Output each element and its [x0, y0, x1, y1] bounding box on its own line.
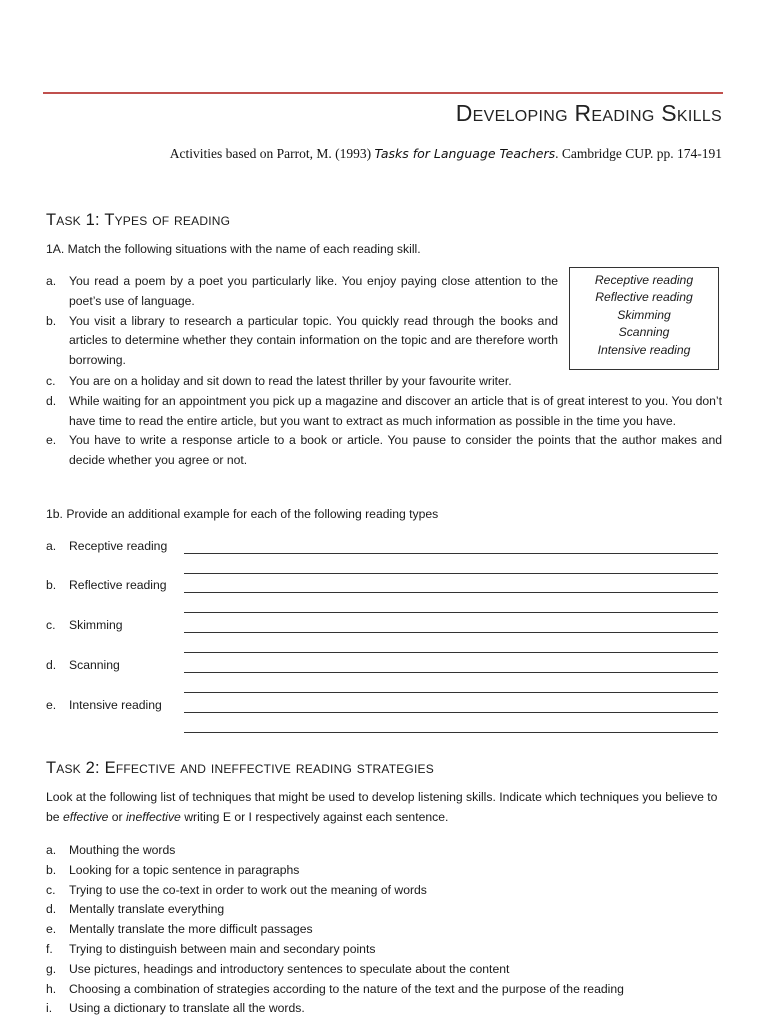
example-row-reflective [46, 578, 722, 618]
citation-book-title: Tasks for Language Teachers [374, 146, 556, 161]
task1-instruction-1a: 1A. Match the following situations with the name of each reading skill. [46, 242, 421, 256]
list-item [46, 841, 722, 861]
citation-prefix: Activities based on Parrot, M. (1993) [169, 146, 375, 161]
item-label: h. [46, 981, 57, 996]
example-label: c. [46, 618, 56, 632]
item-label: a. [46, 843, 57, 857]
list-item [46, 900, 722, 920]
intro-text-end: writing E or I respectively against each sentence. [180, 809, 449, 824]
example-name: Scanning [69, 658, 120, 672]
answer-line[interactable] [184, 692, 718, 693]
reading-skills-box [569, 267, 719, 370]
item-label: i. [46, 1001, 53, 1016]
example-name: Intensive reading [69, 698, 162, 712]
answer-line[interactable] [184, 612, 718, 613]
item-text: Mouthing the words [69, 843, 176, 857]
strategies-list [46, 841, 722, 1019]
list-item [46, 940, 722, 960]
example-label: b. [46, 578, 57, 592]
answer-line[interactable] [184, 553, 718, 554]
example-label: e. [46, 698, 57, 712]
example-label: a. [46, 539, 57, 553]
item-text: Using a dictionary to translate all the words. [69, 1001, 305, 1016]
item-text: While waiting for an appointment you pick up a magazine and discover an article that is of great interest to you. You don’t have time to read the entire article, but you want to extract as much information as possible in the time you have. [69, 393, 722, 428]
skill-option: Skimming [617, 307, 671, 322]
item-label: g. [46, 961, 57, 976]
item-label: b. [46, 313, 57, 328]
citation [170, 146, 722, 162]
item-text: You are on a holiday and sit down to read the latest thriller by your favourite writer. [69, 374, 512, 388]
answer-line[interactable] [184, 672, 718, 673]
header-rule [43, 92, 723, 94]
skill-option: Intensive reading [597, 342, 691, 357]
item-text: You read a poem by a poet you particularly like. You enjoy paying close attention to the poet’s use of language. [69, 274, 558, 308]
item-label: a. [46, 274, 57, 288]
item-text: Trying to distinguish between main and secondary points [69, 941, 376, 956]
answer-line[interactable] [184, 652, 718, 653]
list-item [46, 960, 722, 980]
item-label: e. [46, 922, 57, 937]
intro-effective: effective [62, 809, 109, 824]
example-row-receptive [46, 539, 722, 579]
item-label: c. [46, 374, 56, 388]
example-row-skimming [46, 618, 722, 658]
item-label: d. [46, 393, 57, 408]
intro-text: Look at the following list of techniques that might be used to develop listening skills. Indicate which techniques you believe to be [46, 790, 718, 824]
answer-line[interactable] [184, 712, 718, 713]
intro-ineffective: ineffective [125, 809, 181, 824]
skill-option: Receptive reading [594, 273, 694, 287]
item-text: Mentally translate everything [69, 902, 225, 917]
answer-line[interactable] [184, 592, 718, 593]
item-text: Looking for a topic sentence in paragraphs [69, 862, 300, 877]
example-row-scanning [46, 658, 722, 698]
example-name: Skimming [69, 618, 123, 632]
list-item [46, 372, 722, 392]
list-item [46, 392, 722, 432]
list-item [46, 272, 558, 312]
skill-option: Reflective reading [595, 290, 693, 305]
situations-list-1 [46, 272, 558, 371]
list-item [46, 881, 722, 901]
item-text: Choosing a combination of strategies according to the nature of the text and the purpose of the reading [69, 981, 624, 996]
task1-heading: Task 1: Types of reading [46, 211, 231, 229]
task2-intro [46, 788, 722, 827]
task2-heading: Task 2: Effective and ineffective reading strategies [46, 759, 434, 777]
example-name: Receptive reading [69, 539, 168, 553]
item-label: d. [46, 902, 57, 917]
page-title: Developing Reading Skills [455, 100, 722, 126]
intro-or: or [108, 809, 126, 824]
item-text: Mentally translate the more difficult passages [69, 922, 313, 937]
answer-line[interactable] [184, 732, 718, 733]
list-item [46, 920, 722, 940]
citation-suffix: . Cambridge CUP. pp. 174-191 [555, 146, 722, 161]
skill-option: Scanning [618, 325, 670, 340]
item-text: You have to write a response article to a book or article. You pause to consider the points that the author makes and decide whether you agree or not. [69, 433, 722, 468]
list-item [46, 999, 722, 1019]
example-label: d. [46, 658, 57, 672]
list-item [46, 312, 558, 371]
task1-instruction-1b: 1b. Provide an additional example for each of the following reading types [46, 507, 439, 521]
item-text: Use pictures, headings and introductory sentences to speculate about the content [69, 961, 510, 976]
list-item [46, 861, 722, 881]
answer-line[interactable] [184, 573, 718, 574]
item-label: c. [46, 882, 56, 897]
item-label: b. [46, 862, 57, 877]
example-name: Reflective reading [69, 578, 167, 592]
list-item [46, 980, 722, 1000]
situations-list-2 [46, 372, 722, 471]
example-row-intensive [46, 698, 722, 738]
item-label: e. [46, 433, 57, 448]
item-label: f. [46, 941, 53, 956]
list-item [46, 431, 722, 471]
item-text: You visit a library to research a particular topic. You quickly read through the books and articles to determine whether they contain information on the topic and are therefore worth borrowing. [69, 313, 558, 368]
answer-line[interactable] [184, 632, 718, 633]
item-text: Trying to use the co-text in order to work out the meaning of words [69, 882, 427, 897]
